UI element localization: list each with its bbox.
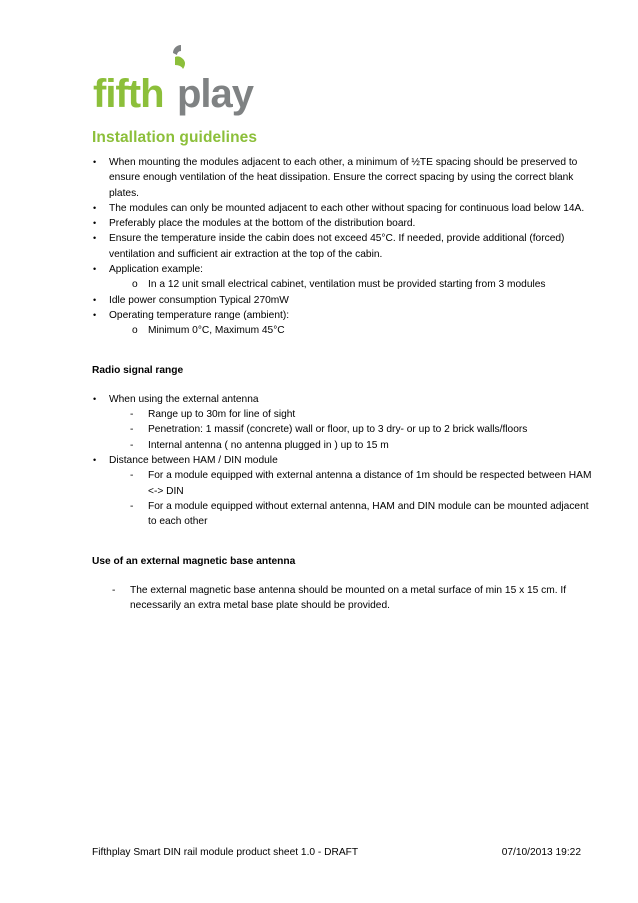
dash-marker: - [130, 439, 134, 451]
circle-marker: o [132, 325, 138, 337]
list-item: • Ensure the temperature inside the cabin does not exceed 45°C. If needed, provide additional (forced) ventilation and sufficient air extraction at the top of the cabin. [93, 233, 565, 260]
dash-marker: - [130, 500, 134, 512]
list-item: • When mounting the modules adjacent to each other, a minimum of ½TE spacing should be preserved to ensure enough ventilation of the heat dissipation. Ensure the correct spacing by using the correct blank plates. [93, 157, 578, 199]
svg-text:fifth: fifth [93, 72, 164, 116]
bullet-marker: • [93, 233, 97, 244]
list-item: • Distance between HAM / DIN module [92, 453, 592, 468]
sub-list-item: - For a module equipped without external antenna, HAM and DIN module can be mounted adjacent to each other [130, 500, 589, 528]
list-item: • The modules can only be mounted adjacent to each other without spacing for continuous load below 14A. [92, 201, 592, 216]
fifthplay-logo-icon [93, 45, 263, 120]
bullet-marker: • [93, 218, 97, 229]
dash-marker: - [112, 584, 116, 596]
dash-marker: - [130, 470, 134, 482]
bullet-marker: • [93, 202, 97, 213]
magnetic-antenna-heading: Use of an external magnetic base antenna [92, 555, 296, 567]
installation-list [92, 155, 592, 339]
list-item: • Idle power consumption Typical 270mW [92, 293, 592, 308]
radio-list [92, 392, 592, 530]
radio-heading: Radio signal range [92, 364, 184, 376]
fifthplay-logo [93, 45, 263, 120]
list-item: • Application example: [92, 262, 592, 277]
bullet-marker: • [93, 264, 97, 275]
footer-date: 07/10/2013 19:22 [501, 847, 581, 858]
bullet-marker: • [93, 455, 97, 466]
page-heading: Installation guidelines [92, 129, 258, 146]
sub-list-item: - Range up to 30m for line of sight [92, 407, 592, 422]
list-item: • Operating temperature range (ambient): [92, 308, 592, 323]
document-body [92, 155, 592, 613]
list-item: - The external magnetic base antenna should be mounted on a metal surface of min 15 x 15 cm. If necessarily an extra metal base plate should be provided. [112, 584, 567, 612]
bullet-marker: • [93, 309, 97, 320]
sub-list-item: - Penetration: 1 massif (concrete) wall or floor, up to 3 dry- or up to 2 brick walls/floors [92, 422, 592, 437]
sub-list-item: - For a module equipped with external antenna a distance of 1m should be respected between HAM <-> DIN [130, 470, 592, 497]
svg-text:play: play [177, 72, 254, 116]
circle-marker: o [132, 279, 138, 291]
footer-title: Fifthplay Smart DIN rail module product sheet 1.0 - DRAFT [92, 847, 359, 858]
dash-marker: - [130, 424, 134, 436]
sub-list-item: o In a 12 unit small electrical cabinet, ventilation must be provided starting from 3 modules [92, 277, 592, 292]
sub-list-item: o Minimum 0°C, Maximum 45°C [92, 323, 592, 338]
bullet-marker: • [93, 294, 97, 305]
list-item: • When using the external antenna [92, 392, 592, 407]
page-footer [92, 847, 581, 858]
bullet-marker: • [93, 393, 97, 404]
list-item: • Preferably place the modules at the bottom of the distribution board. [92, 216, 592, 231]
bullet-marker: • [93, 157, 97, 167]
dash-marker: - [130, 409, 134, 421]
sub-list-item: - Internal antenna ( no antenna plugged in ) up to 15 m [92, 438, 592, 453]
